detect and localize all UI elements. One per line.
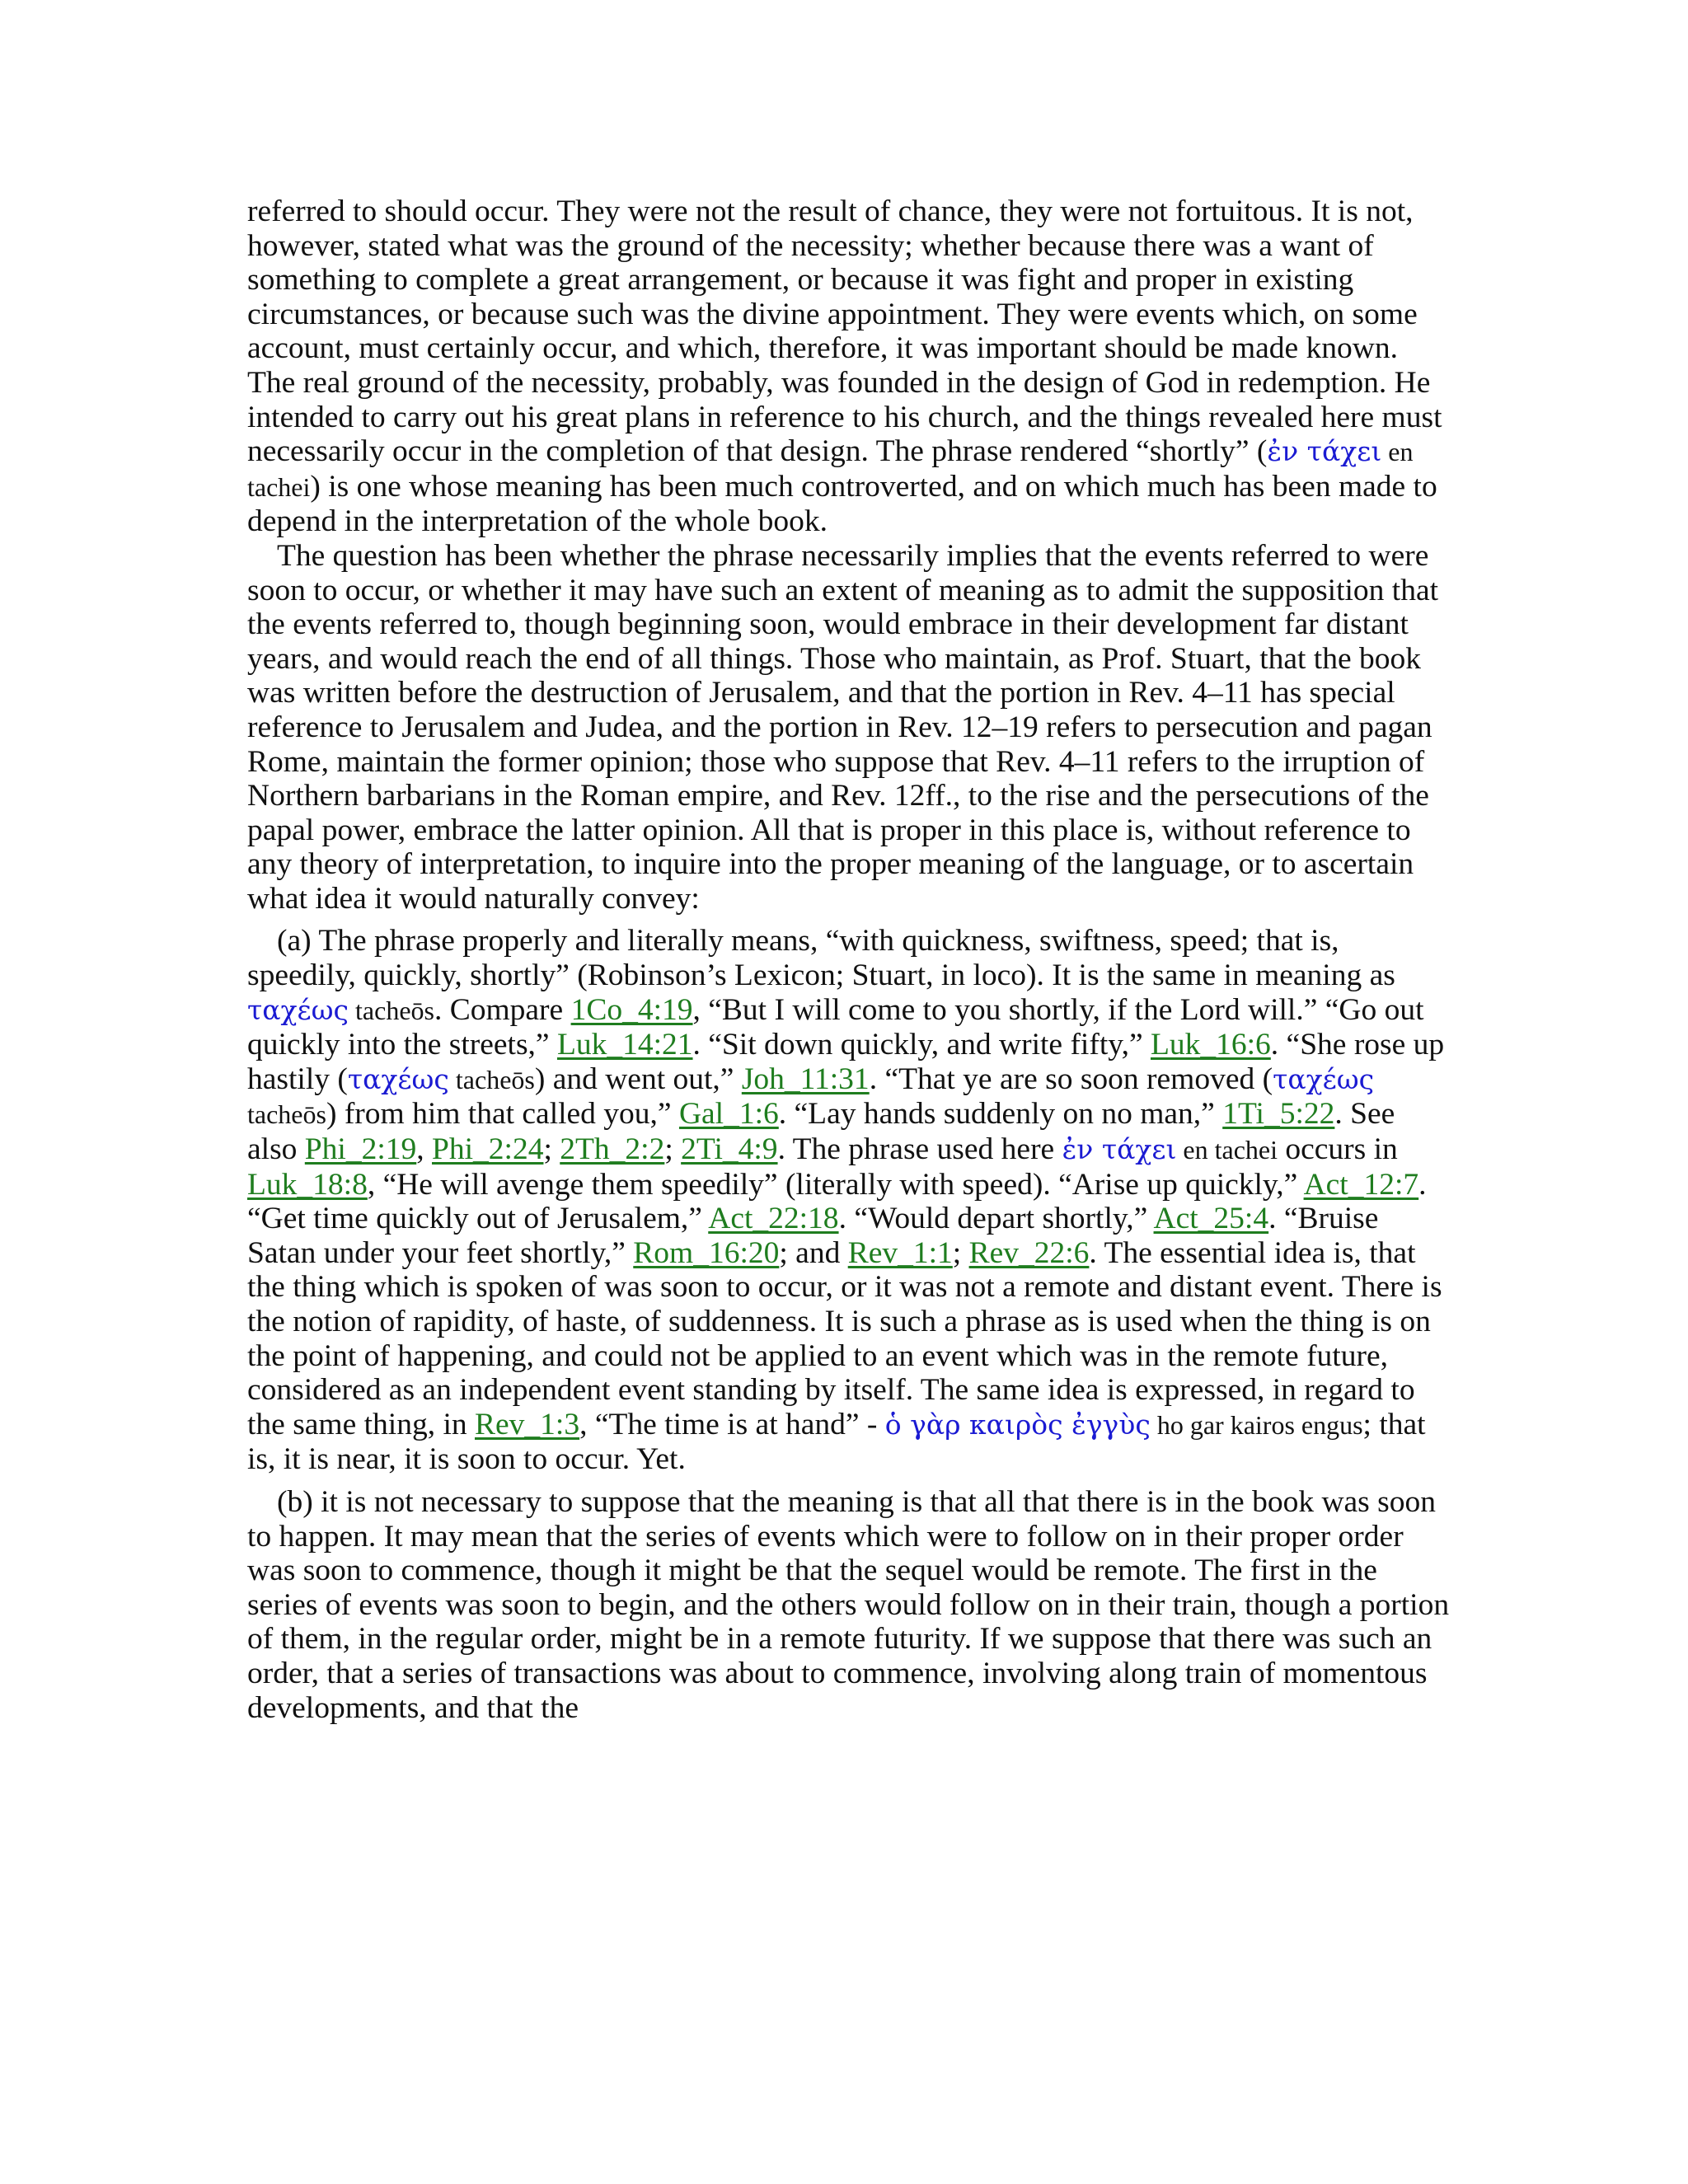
text: referred to should occur. They were not the result of chance, they were not fortuitous. It is not, however, stated what was the ground of the necessity; whether because there was a want of something to complete a great arrangement, or because it was fight and proper in existing circumstances, or because such was the divine appointment. They were events which, on some account, must certainly occur, and which, therefore, it was important should be made known. The real ground of the necessity, probably, was founded in the design of God in redemption. He intended to carry out his great plans in reference to his church, and the things revealed here must necessarily occur in the completion of that design. The phrase rendered “shortly” ( [247, 194, 1442, 469]
text: . “Get time quickly out of Jerusalem,” [247, 1167, 1427, 1236]
paragraph-4 [247, 1485, 1451, 1725]
scripture-link[interactable]: Act_22:18 [708, 1202, 839, 1236]
text: ) is one whose meaning has been much controverted, and on which much has been made to depend in the interpretation of the whole book. [247, 469, 1437, 539]
text: ; [543, 1132, 560, 1167]
text: , “The time is at hand” - [579, 1407, 885, 1441]
text: . See also [247, 1097, 1395, 1167]
text: ; that is, it is near, it is soon to occur. Yet. [247, 1407, 1426, 1477]
scripture-link[interactable]: Act_12:7 [1303, 1167, 1419, 1202]
text: ; [952, 1235, 969, 1270]
scripture-link[interactable]: Phi_2:24 [432, 1132, 544, 1167]
paragraph-2 [247, 539, 1451, 916]
text: . “Sit down quickly, and write fifty,” [692, 1028, 1151, 1062]
transliteration: en tachei [247, 437, 1414, 502]
greek-term: ὁ γὰρ καιρὸς ἐγγὺς [884, 1408, 1151, 1441]
text: occurs in [1278, 1132, 1398, 1167]
scripture-link[interactable]: 1Co_4:19 [570, 992, 693, 1027]
text: (a) The phrase properly and literally means, “with quickness, swiftness, speed; that is, speedily, quickly, shortly” (Robinson’s Lexicon; Stuart, in loco). It is the same in meaning as [247, 924, 1395, 993]
greek-term: ταχέως [247, 993, 349, 1026]
greek-term: ταχέως [347, 1062, 449, 1095]
text: . “That ye are so soon removed ( [869, 1062, 1273, 1096]
paragraph-3 [247, 924, 1451, 1477]
scripture-link[interactable]: Joh_11:31 [741, 1062, 870, 1096]
text: . “Would depart shortly,” [838, 1202, 1154, 1236]
text: . Compare [434, 992, 571, 1027]
paragraph-1 [247, 194, 1451, 539]
text: (b) it is not necessary to suppose that the meaning is that all that there is in the book was soon to happen. It may mean that the series of events which were to follow on in their proper order was soon to commence, though it might be that the sequel would be remote. The first in the series of events was soon to begin, and the others would follow on in their train, though a portion of them, in the regular order, might be in a remote futurity. If we suppose that there was such an order, that a series of transactions was about to commence, involving along train of momentous developments, and that the [247, 1484, 1450, 1725]
scripture-link[interactable]: Rev_1:1 [847, 1235, 953, 1270]
scripture-link[interactable]: Luk_14:21 [556, 1028, 693, 1062]
text: The question has been whether the phrase necessarily implies that the events referred to were soon to occur, or whether it may have such an extent of meaning as to admit the supposition that the events referred to, though beginning soon, would embrace in their development far distant years, and would reach the end of all things. Those who maintain, as Prof. Stuart, that the book was written before the destruction of Jerusalem, and that the portion in Rev. 4–11 has special reference to Jerusalem and Judea, and the portion in Rev. 12–19 refers to persecution and pagan Rome, maintain the former opinion; those who suppose that Rev. 4–11 refers to the irruption of Northern barbarians in the Roman empire, and Rev. 12ff., to the rise and the persecutions of the papal power, embrace the latter opinion. All that is proper in this place is, without reference to any theory of interpretation, to inquire into the proper meaning of the language, or to ascertain what idea it would naturally convey: [247, 538, 1439, 916]
scripture-link[interactable]: Luk_18:8 [247, 1167, 368, 1202]
scripture-link[interactable]: Rev_1:3 [475, 1407, 580, 1441]
greek-term: ἐν τάχει [1267, 435, 1382, 468]
text: ) and went out,” [534, 1062, 742, 1096]
scripture-link[interactable]: Phi_2:19 [304, 1132, 417, 1167]
text: . “Bruise Satan under your feet shortly,” [247, 1202, 1379, 1270]
text: . “She rose up hastily ( [247, 1028, 1445, 1096]
transliteration: tacheōs [349, 995, 434, 1025]
text: . “Lay hands suddenly on no man,” [778, 1097, 1223, 1132]
text: , “He will avenge them speedily” (literally with speed). “Arise up quickly,” [367, 1167, 1304, 1202]
scripture-link[interactable]: 2Ti_4:9 [681, 1132, 778, 1167]
transliteration: en tachei [1176, 1135, 1278, 1165]
scripture-link[interactable]: Luk_16:6 [1150, 1028, 1271, 1062]
greek-term: ταχέως [1273, 1062, 1375, 1095]
transliteration: tacheōs [247, 1099, 326, 1130]
text: ; [664, 1132, 682, 1167]
scripture-link[interactable]: Rom_16:20 [633, 1235, 780, 1270]
scripture-link[interactable]: Act_25:4 [1153, 1202, 1269, 1236]
scripture-link[interactable]: 2Th_2:2 [560, 1132, 665, 1167]
text: ) from him that called you,” [326, 1097, 679, 1132]
scripture-link[interactable]: 1Ti_5:22 [1222, 1097, 1335, 1132]
text: ; and [779, 1235, 848, 1270]
transliteration: ho gar kairos engus [1150, 1409, 1363, 1440]
scripture-link[interactable]: Rev_22:6 [968, 1235, 1090, 1270]
text: , “But I will come to you shortly, if the Lord will.” “Go out quickly into the streets,” [247, 992, 1424, 1062]
text: . The essential idea is, that the thing which is spoken of was soon to occur, or it was not a remote and distant event. There is the notion of rapidity, of haste, of suddenness. It is such a phrase as is used when the thing is on the point of happening, and could not be applied to an event which was in the remote future, considered as an independent event standing by itself. The same idea is expressed, in regard to the same thing, in [247, 1235, 1442, 1441]
scripture-link[interactable]: Gal_1:6 [678, 1097, 779, 1132]
document-page [247, 194, 1451, 1725]
text: , [416, 1132, 432, 1167]
text: . The phrase used here [777, 1132, 1062, 1167]
transliteration: tacheōs [448, 1064, 535, 1094]
greek-term: ἐν τάχει [1062, 1133, 1177, 1166]
